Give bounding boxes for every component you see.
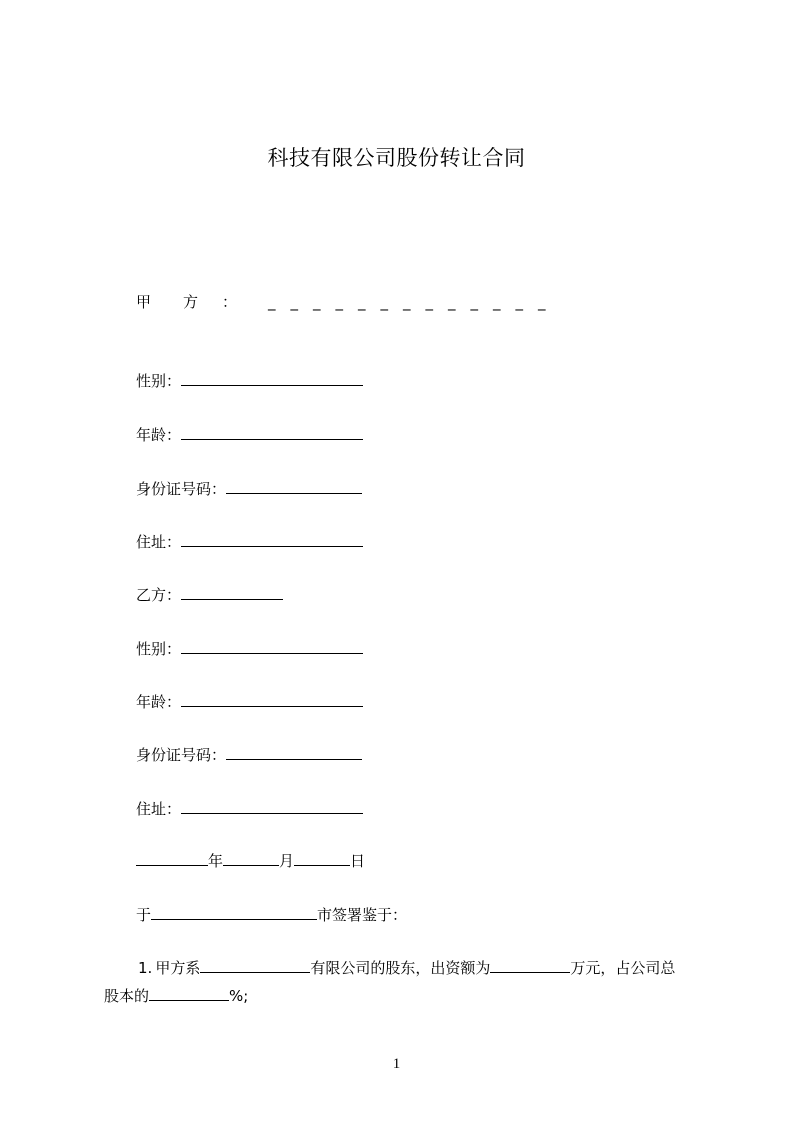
- party-b-blank[interactable]: [181, 585, 283, 600]
- place-line: [136, 905, 407, 925]
- field-b-age: [136, 692, 363, 712]
- city-blank[interactable]: [151, 905, 317, 920]
- party-a-char-1: 甲: [136, 293, 152, 311]
- place-prefix: 于: [136, 906, 152, 924]
- field-a-address: [136, 532, 363, 552]
- date-line: [136, 851, 365, 871]
- field-b-gender: [136, 639, 363, 659]
- field-b-address: [136, 799, 363, 819]
- party-a-blank-dashes[interactable]: _ _ _ _ _ _ _ _ _ _ _ _ _: [268, 293, 546, 311]
- party-b-label: 乙方：: [136, 586, 182, 604]
- field-label: 住址：: [136, 800, 182, 818]
- id-number-blank-a[interactable]: [226, 479, 362, 494]
- party-a-char-2: 方: [183, 293, 199, 311]
- day-label: 日: [350, 852, 366, 870]
- month-label: 月: [279, 852, 295, 870]
- field-b-id-number: [136, 745, 362, 765]
- age-blank-a[interactable]: [181, 425, 363, 440]
- field-a-id-number: [136, 479, 362, 499]
- field-label: 年龄：: [136, 693, 182, 711]
- clause-1: [104, 954, 704, 1010]
- field-label: 住址：: [136, 533, 182, 551]
- month-blank[interactable]: [223, 851, 279, 866]
- year-blank[interactable]: [136, 851, 208, 866]
- gender-blank-a[interactable]: [181, 371, 363, 386]
- capital-amount-blank[interactable]: [490, 958, 570, 973]
- field-a-gender: [136, 371, 363, 391]
- party-b-label-row: [136, 585, 283, 605]
- day-blank[interactable]: [294, 851, 350, 866]
- clause-text-3: 万元，占公司总: [570, 959, 676, 977]
- contract-title: 科技有限公司股份转让合同: [267, 146, 526, 170]
- party-a-label: [136, 292, 237, 312]
- party-a-colon: ：: [222, 293, 238, 311]
- clause-text-2: 有限公司的股东，出资额为: [310, 959, 491, 977]
- address-blank-a[interactable]: [181, 532, 363, 547]
- age-blank-b[interactable]: [181, 692, 363, 707]
- clause-text-1: 甲方系: [155, 959, 201, 977]
- gender-blank-b[interactable]: [181, 639, 363, 654]
- field-label: 性别：: [136, 372, 182, 390]
- field-a-age: [136, 425, 363, 445]
- field-label: 身份证号码：: [136, 480, 227, 498]
- clause-text-4: 股本的: [104, 987, 150, 1005]
- clause-text-5: %;: [229, 987, 249, 1005]
- share-percent-blank[interactable]: [149, 986, 229, 1001]
- id-number-blank-b[interactable]: [226, 745, 362, 760]
- clause-number: 1.: [138, 959, 153, 977]
- field-label: 年龄：: [136, 426, 182, 444]
- address-blank-b[interactable]: [181, 799, 363, 814]
- year-label: 年: [208, 852, 224, 870]
- field-label: 性别：: [136, 640, 182, 658]
- company-name-blank[interactable]: [200, 958, 310, 973]
- field-label: 身份证号码：: [136, 746, 227, 764]
- place-suffix: 市签署鉴于：: [317, 906, 408, 924]
- page-number: 1: [392, 1056, 401, 1072]
